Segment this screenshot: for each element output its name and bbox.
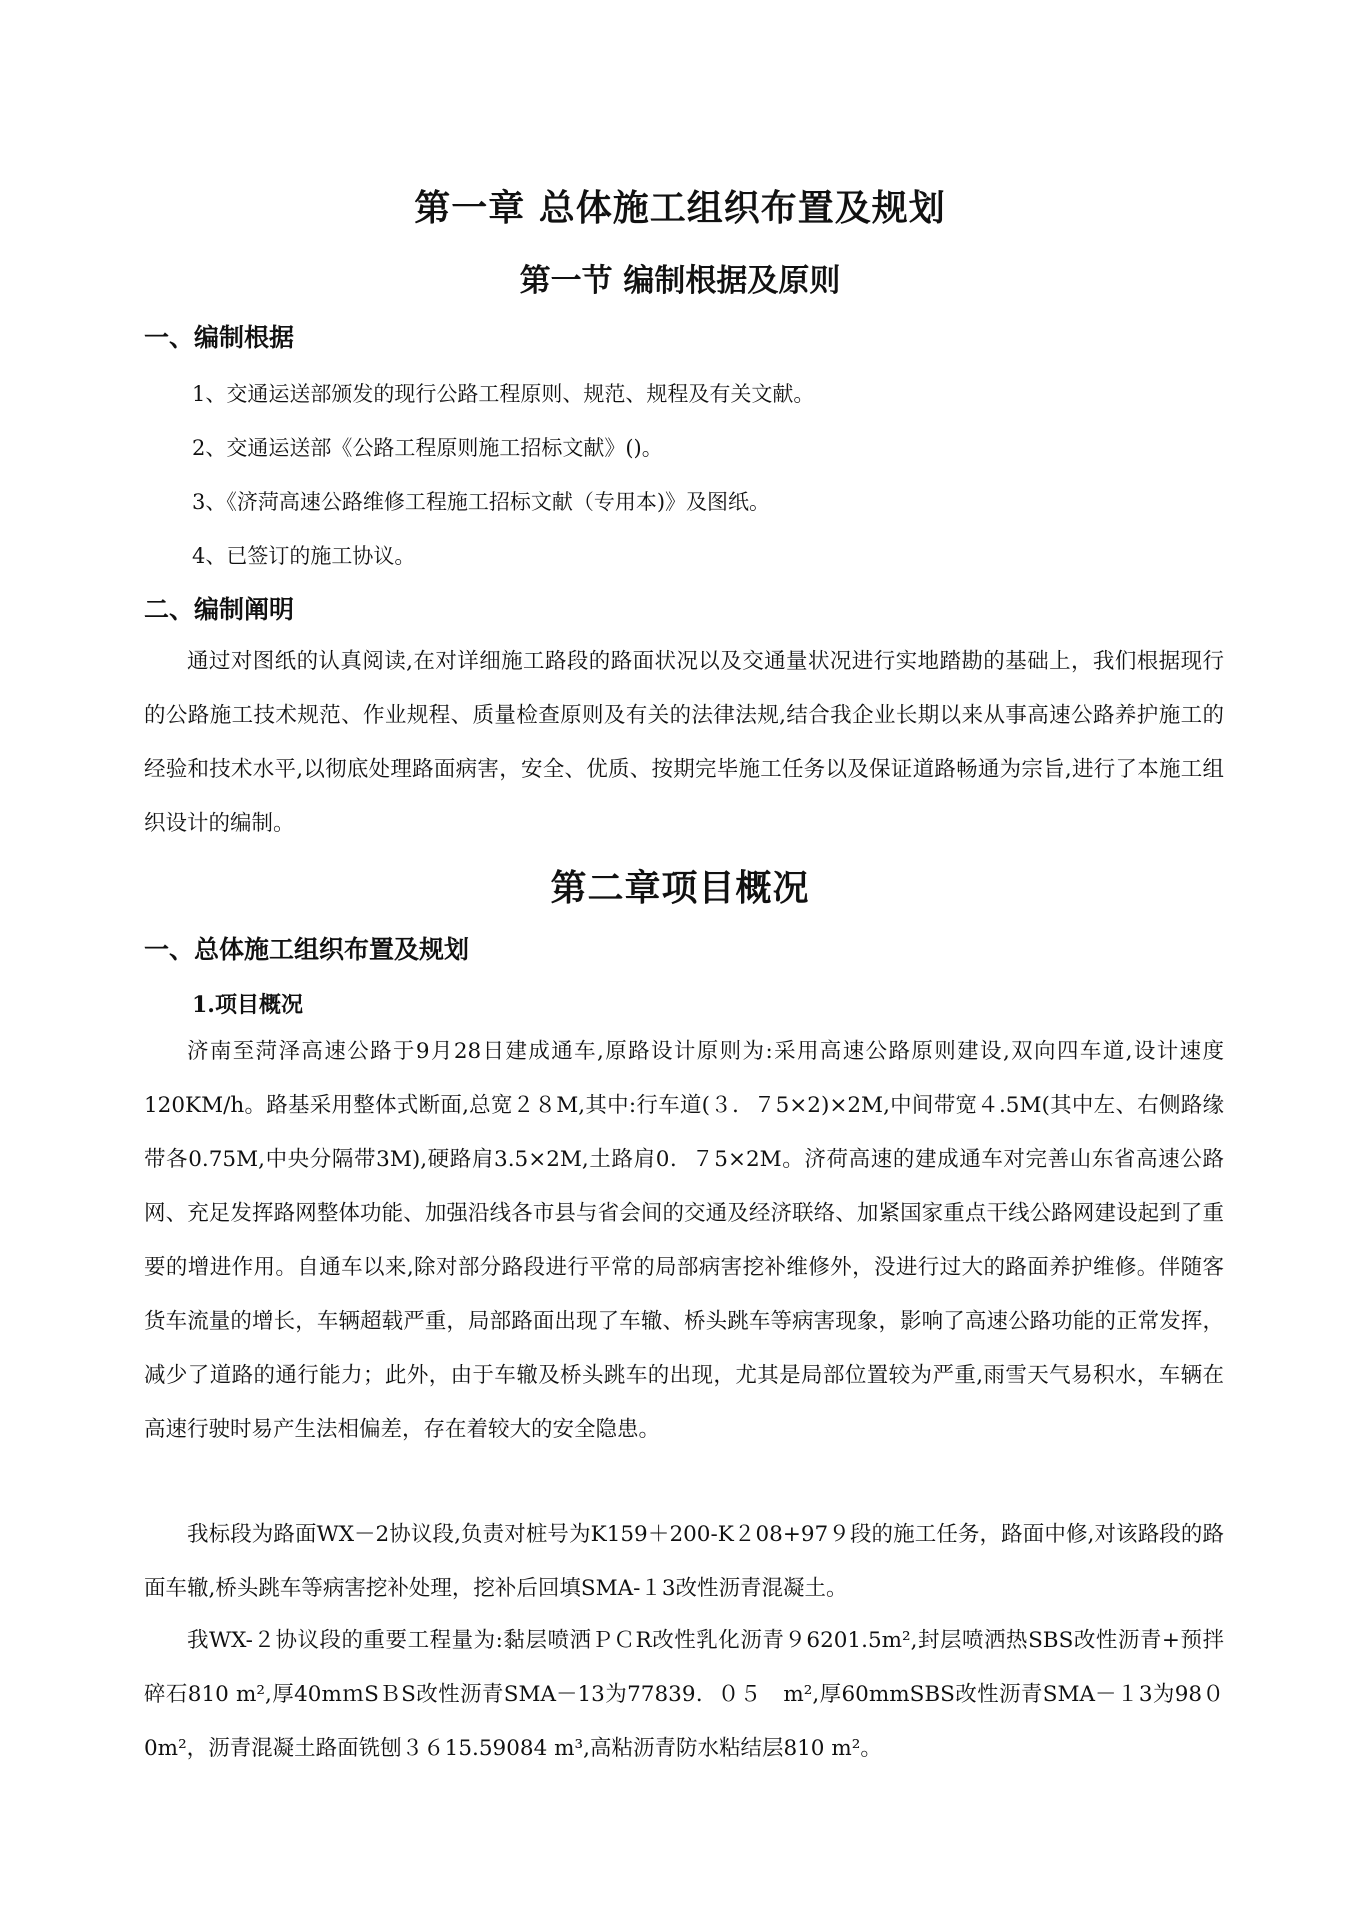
chapter1-title: 第一章 总体施工组织布置及规划 (414, 188, 946, 229)
list-item: 4、已签订的施工协议。 (192, 544, 416, 568)
list-item: 3、《济菏高速公路维修工程施工招标文献（专用本)》及图纸。 (192, 490, 771, 514)
part2-heading: 二、编制阐明 (144, 595, 295, 624)
overview-paragraph: 济南至菏泽高速公路于9月28日建成通车,原路设计原则为:采用高速公路原则建设,双向四车道,设计速度120KM/h。路基采用整体式断面,总宽２８M,其中:行车道(３．７5×2)×2M,中间带宽４.5M(其中左、右侧路缘带各0.75M,中央分隔带3M),硬路肩3.5×2M,土路肩0．７5×2M。济荷高速的建成通车对完善山东省高速公路网、充足发挥路网整体功能、加强沿线各市县与省会间的交通及经济联络、加紧国家重点干线公路网建设起到了重要的增进作用。自通车以来,除对部分路段进行平常的局部病害挖补维修外，没进行过大的路面养护维修。伴随客货车流量的增长，车辆超载严重，局部路面出现了车辙、桥头跳车等病害现象，影响了高速公路功能的正常发挥，减少了道路的通行能力；此外，由于车辙及桥头跳车的出现，尤其是局部位置较为严重,雨雪天气易积水，车辆在高速行驶时易产生法相偏差，存在着较大的安全隐患。 (144, 1039, 1224, 1442)
list-item: 2、交通运送部《公路工程原则施工招标文献》()。 (192, 436, 663, 460)
list-item: 1、交通运送部颁发的现行公路工程原则、规范、规程及有关文献。 (192, 382, 815, 406)
chapter2-part1-heading: 一、总体施工组织布置及规划 (144, 935, 470, 964)
scope-paragraph: 我标段为路面WX－2协议段,负责对桩号为K159＋200-K２08+97９段的施工任务，路面中修,对该路段的路面车辙,桥头跳车等病害挖补处理，挖补后回填SMA-１3改性沥青混凝土。 (144, 1522, 1224, 1601)
explanation-paragraph: 通过对图纸的认真阅读,在对详细施工路段的路面状况以及交通量状况进行实地踏勘的基础上，我们根据现行的公路施工技术规范、作业规程、质量检查原则及有关的法律法规,结合我企业长期以来从事高速公路养护施工的经验和技术水平,以彻底处理路面病害，安全、优质、按期完毕施工任务以及保证道路畅通为宗旨,进行了本施工组织设计的编制。 (144, 649, 1224, 836)
quantities-paragraph: 我WX-２协议段的重要工程量为:黏层喷洒ＰＣR改性乳化沥青９6201.5m²,封层喷洒热SBS改性沥青+预拌碎石810 m²,厚40mｍSＢS改性沥青SMA－13为77839．０５ m²,厚60mmSBS改性沥青SMA－１3为98０0m²，沥青混凝土路面铣刨３６15.59084 m³,高粘沥青防水粘结层810 m²。 (144, 1628, 1224, 1761)
chapter2-title: 第二章项目概况 (550, 868, 810, 909)
project-overview-subheading: 1.项目概况 (192, 992, 303, 1018)
section1-title: 第一节 编制根据及原则 (519, 263, 841, 299)
part1-heading: 一、编制根据 (144, 323, 295, 352)
